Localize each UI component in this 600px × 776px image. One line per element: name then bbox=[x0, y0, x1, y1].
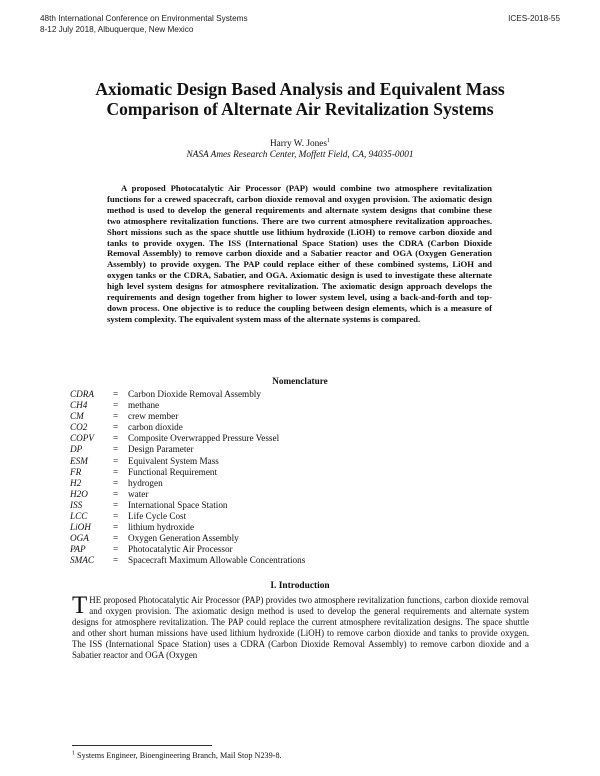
nomenclature-separator: = bbox=[113, 544, 119, 555]
nomenclature-definition: Carbon Dioxide Removal Assembly bbox=[128, 389, 261, 399]
nomenclature-definition: crew member bbox=[128, 411, 179, 422]
nomenclature-definition: Photocatalytic Air Processor bbox=[128, 544, 233, 555]
nomenclature-abbr: CO2 bbox=[70, 422, 88, 433]
nomenclature-separator: = bbox=[113, 522, 119, 533]
nomenclature-abbr: LiOH bbox=[70, 522, 91, 533]
nomenclature-definition: Equivalent System Mass bbox=[128, 455, 219, 466]
nomenclature-separator: = bbox=[113, 488, 119, 499]
nomenclature-abbr: FR bbox=[70, 466, 82, 477]
nomenclature-item bbox=[70, 533, 490, 544]
nomenclature-separator: = bbox=[113, 422, 119, 433]
title-line-1: Axiomatic Design Based Analysis and Equivalent Mass bbox=[95, 79, 505, 99]
drop-cap: T bbox=[72, 592, 88, 619]
nomenclature-abbr: LCC bbox=[70, 511, 88, 522]
nomenclature-definition: carbon dioxide bbox=[128, 422, 183, 433]
nomenclature-separator: = bbox=[113, 433, 119, 444]
conference-dates: 8-12 July 2018, Albuquerque, New Mexico bbox=[40, 25, 194, 34]
nomenclature-item bbox=[70, 511, 490, 522]
footnote-mark: 1 bbox=[72, 750, 75, 757]
nomenclature-item bbox=[70, 444, 490, 455]
nomenclature-definition: Life Cycle Cost bbox=[128, 511, 187, 522]
author-name bbox=[40, 139, 560, 150]
nomenclature-definition: water bbox=[128, 488, 149, 499]
author-footnote-mark: 1 bbox=[327, 137, 331, 144]
nomenclature-item bbox=[70, 500, 490, 511]
nomenclature-definition: hydrogen bbox=[128, 477, 163, 488]
footnote bbox=[72, 751, 282, 761]
nomenclature-item bbox=[70, 411, 490, 422]
nomenclature-abbr: H2O bbox=[70, 488, 88, 499]
nomenclature-separator: = bbox=[113, 444, 119, 455]
footnote-text: Systems Engineer, Bioengineering Branch, Mail Stop N239-8. bbox=[77, 751, 282, 760]
nomenclature-item bbox=[70, 555, 490, 566]
author-affiliation: NASA Ames Research Center, Moffett Field, CA, 94035-0001 bbox=[186, 150, 414, 160]
nomenclature-abbr: ESM bbox=[70, 455, 88, 466]
title-line-2: Comparison of Alternate Air Revitalization Systems bbox=[106, 99, 494, 119]
nomenclature-separator: = bbox=[113, 533, 119, 544]
nomenclature-definition: Design Parameter bbox=[128, 444, 194, 455]
nomenclature-definition: Functional Requirement bbox=[128, 466, 218, 477]
nomenclature-definition: International Space Station bbox=[128, 499, 228, 510]
introduction-text: HE proposed Photocatalytic Air Processor (PAP) provides two atmosphere revitalization functions, carbon dioxide removal and oxygen provision. The axiomatic design method is used to develop the general requirements and alternate system designs for atmosphere revitalization. The PAP could replace the current atmosphere revitalization designs. The space shuttle and other short human missions have used lithium hydroxide (LiOH) to remove carbon dioxide and tanks to provide oxygen. The ISS (International Space Station) uses a CDRA (Carbon Dioxide Removal Assembly) to remove carbon dioxide and a Sabatier reactor and OGA (Oxygen bbox=[72, 595, 529, 661]
nomenclature-abbr: PAP bbox=[70, 544, 86, 555]
nomenclature-definition: Composite Overwrapped Pressure Vessel bbox=[128, 433, 280, 444]
nomenclature-abbr: ISS bbox=[70, 499, 83, 510]
nomenclature-item bbox=[70, 467, 490, 478]
nomenclature-abbr: CM bbox=[70, 411, 84, 422]
paper-id: ICES-2018-55 bbox=[508, 14, 560, 23]
introduction-heading: I. Introduction bbox=[270, 581, 330, 591]
paper-title bbox=[40, 79, 560, 119]
nomenclature-separator: = bbox=[113, 499, 119, 510]
abstract: A proposed Photocatalytic Air Processor (PAP) would combine two atmosphere revitalization functions for a crewed spacecraft, carbon dioxide removal and oxygen provision. The axiomatic design method is used to develop the general requirements and alternate system designs that combine these two atmosphere revitalization functions. There are two current atmosphere revitalization approaches. Short missions such as the space shuttle use lithium hydroxide (LiOH) to remove carbon dioxide and tanks to provide oxygen. The ISS (International Space Station) uses the CDRA (Carbon Dioxide Removal Assembly) to remove carbon dioxide and a Sabatier reactor and OGA (Oxygen Generation Assembly) to provide oxygen. The PAP could replace either of these combined systems, LiOH and oxygen tanks or the CDRA, Sabatier, and OGA. Axiomatic design is used to investigate these alternate high level system designs for atmosphere revitalization. The axiomatic design approach develops the requirements and design together from higher to lower system level, using a back-and-forth and top-down process. One objective is to reduce the coupling between design elements, which is a measure of system complexity. The equivalent system mass of the alternate systems is compared. bbox=[107, 183, 492, 324]
nomenclature-separator: = bbox=[113, 511, 119, 522]
introduction-paragraph bbox=[72, 592, 529, 662]
nomenclature-definition: Oxygen Generation Assembly bbox=[128, 533, 239, 544]
nomenclature-item bbox=[70, 400, 490, 411]
nomenclature-item bbox=[70, 422, 490, 433]
nomenclature-abbr: COPV bbox=[70, 433, 94, 444]
nomenclature-item bbox=[70, 489, 490, 500]
nomenclature-separator: = bbox=[113, 555, 119, 566]
nomenclature-separator: = bbox=[113, 455, 119, 466]
nomenclature-item bbox=[70, 522, 490, 533]
footnote-rule bbox=[72, 745, 212, 746]
nomenclature-separator: = bbox=[113, 400, 119, 411]
conference-name: 48th International Conference on Environmental Systems bbox=[40, 14, 248, 23]
nomenclature-item bbox=[70, 456, 490, 467]
nomenclature-separator: = bbox=[113, 477, 119, 488]
nomenclature-abbr: CH4 bbox=[70, 400, 88, 411]
running-header bbox=[40, 13, 248, 35]
nomenclature-abbr: DP bbox=[70, 444, 83, 455]
nomenclature-separator: = bbox=[113, 389, 119, 399]
author-name-text: Harry W. Jones bbox=[269, 139, 328, 149]
nomenclature-separator: = bbox=[113, 466, 119, 477]
nomenclature-list bbox=[70, 389, 490, 567]
nomenclature-abbr: OGA bbox=[70, 533, 89, 544]
nomenclature-item bbox=[70, 389, 490, 400]
nomenclature-item bbox=[70, 544, 490, 555]
nomenclature-definition: lithium hydroxide bbox=[128, 522, 195, 533]
nomenclature-separator: = bbox=[113, 411, 119, 422]
nomenclature-heading: Nomenclature bbox=[272, 376, 328, 386]
nomenclature-abbr: H2 bbox=[70, 477, 82, 488]
nomenclature-abbr: SMAC bbox=[70, 555, 94, 566]
nomenclature-item bbox=[70, 478, 490, 489]
nomenclature-definition: methane bbox=[128, 400, 160, 411]
nomenclature-item bbox=[70, 433, 490, 444]
nomenclature-abbr: CDRA bbox=[70, 389, 94, 399]
nomenclature-definition: Spacecraft Maximum Allowable Concentrations bbox=[128, 555, 306, 566]
